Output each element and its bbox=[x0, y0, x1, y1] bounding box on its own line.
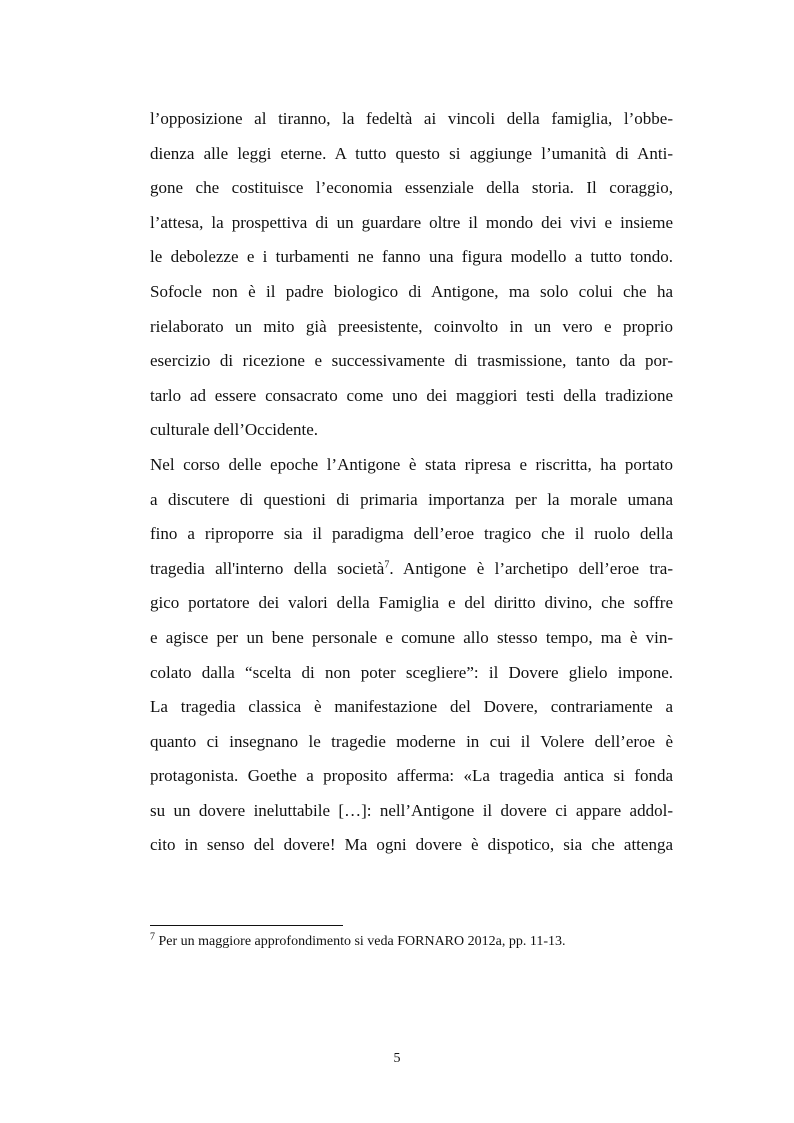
footnote bbox=[150, 932, 673, 952]
text-line: esercizio di ricezione e successivamente di trasmissione, tanto da por- bbox=[150, 351, 673, 371]
text-line: quanto ci insegnano le tragedie moderne in cui il Volere dell’eroe è bbox=[150, 731, 673, 751]
text-line: rielaborato un mito già preesistente, coinvolto in un vero e proprio bbox=[150, 316, 673, 336]
text-line: cito in senso del dovere! Ma ogni dovere è dispotico, sia che attenga bbox=[150, 835, 673, 855]
footnote-separator bbox=[150, 925, 343, 926]
text-line: colato dalla “scelta di non poter scegliere”: il Dovere glielo impone. bbox=[150, 662, 673, 682]
text-line: gico portatore dei valori della Famiglia e del diritto divino, che soffre bbox=[150, 593, 673, 613]
text-line: a discutere di questioni di primaria importanza per la morale umana bbox=[150, 489, 673, 509]
text-line: fino a riproporre sia il paradigma dell’eroe tragico che il ruolo della bbox=[150, 524, 673, 544]
text-segment: . Antigone è l’archetipo dell’eroe tra- bbox=[389, 558, 674, 578]
text-line: le debolezze e i turbamenti ne fanno una figura modello a tutto tondo. bbox=[150, 247, 673, 267]
text-line: l’opposizione al tiranno, la fedeltà ai vincoli della famiglia, l’obbe- bbox=[150, 109, 673, 128]
text-line: Nel corso delle epoche l’Antigone è stata ripresa e riscritta, ha portato bbox=[150, 454, 673, 474]
text-line: gone che costituisce l’economia essenziale della storia. Il coraggio, bbox=[150, 178, 673, 198]
text-line: culturale dell’Occidente. bbox=[150, 420, 319, 440]
footnote-reference[interactable]: 7 bbox=[384, 559, 390, 571]
text-line: e agisce per un bene personale e comune allo stesso tempo, ma è vin- bbox=[150, 627, 673, 647]
text-line: su un dovere ineluttabile […]: nell’Antigone il dovere ci appare addol- bbox=[150, 800, 673, 820]
footnote-text: Per un maggiore approfondimento si veda FORNARO 2012a, pp. 11-13. bbox=[155, 934, 566, 949]
text-line: protagonista. Goethe a proposito afferma: «La tragedia antica si fonda bbox=[150, 766, 673, 786]
main-text bbox=[150, 102, 673, 863]
text-line: Sofocle non è il padre biologico di Antigone, ma solo colui che ha bbox=[150, 281, 673, 301]
text-line-with-note bbox=[150, 552, 673, 587]
page-number: 5 bbox=[393, 1051, 401, 1066]
text-line: l’attesa, la prospettiva di un guardare oltre il mondo dei vivi e insieme bbox=[150, 212, 673, 232]
text-segment: tragedia all'interno della società bbox=[150, 558, 385, 578]
text-line: dienza alle leggi eterne. A tutto questo si aggiunge l’umanità di Anti- bbox=[150, 143, 673, 163]
text-line: tarlo ad essere consacrato come uno dei maggiori testi della tradizione bbox=[150, 385, 673, 405]
footnote-marker: 7 bbox=[150, 931, 155, 943]
text-line: La tragedia classica è manifestazione del Dovere, contrariamente a bbox=[150, 697, 673, 717]
